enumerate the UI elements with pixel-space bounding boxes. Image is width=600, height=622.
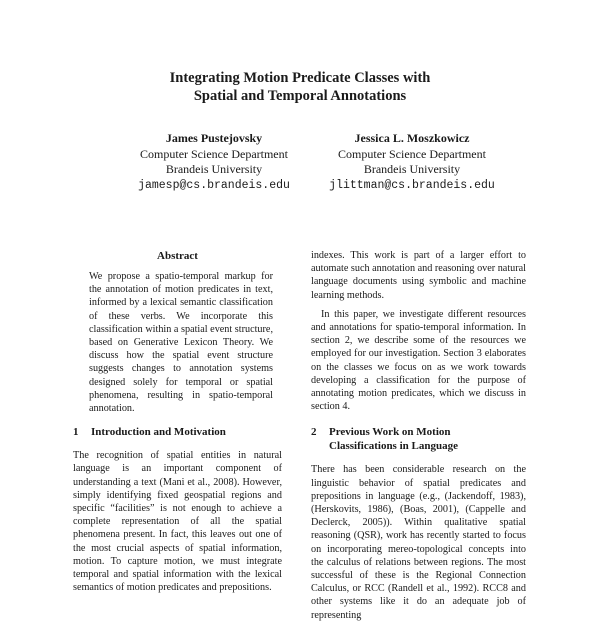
section-number: 1 [73,426,79,439]
paper-title [0,69,600,105]
title-line-2: Spatial and Temporal Annotations [193,88,407,104]
right-column [311,249,526,622]
author-university: Brandeis University [363,162,461,176]
section-2-heading [311,425,526,453]
section-2-text: There has been considerable research on the linguistic behavior of spatial predicates and prepositions in language (e.g., (Jackendoff, 1983), (Herskovits, 1986), (Boas, 2001), (Cappelle and Declerck, 2005)). Within qualitative spatial reasoning (QSR), work has recently started to focus on incorporating mereo-topological concepts into the calculus of relations between regions. The most successful of these is the Regional Connection Calculus, or RCC (Randell et al., 1992). RCC8 and other systems like it do an adequate job of representing [311,464,526,621]
section-title-line-1: Previous Work on Motion [329,426,451,439]
author-university: Brandeis University [165,162,263,176]
author-department: Computer Science Department [338,146,486,161]
author-email: jamesp@cs.brandeis.edu [138,178,290,192]
abstract-heading: Abstract [157,250,198,262]
author-name: Jessica L. Moszkowicz [354,131,470,145]
section-number: 2 [311,426,317,439]
author-block-1 [100,131,328,193]
author-name: James Pustejovsky [165,131,263,145]
author-department: Computer Science Department [140,146,288,161]
right-paragraph-2: In this paper, we investigate different resources and annotations for spatio-temporal information. In section 2, we describe some of the resources we employed for our investigation. Section 3 elaborates on the classes we focus on as we work towards developing a classification for the purpose of annotating motion predicates, which we discuss in section 4. [311,308,526,413]
section-title-line-2: Classifications in Language [329,440,458,453]
right-paragraph-1: indexes. This work is part of a larger effort to automate such annotation and reasoning over natural language documents using symbolic and machine learning methods. [311,250,526,301]
author-email: jlittman@cs.brandeis.edu [329,178,495,192]
abstract-text: We propose a spatio-temporal markup for the annotation of motion predicates in text, informed by a lexical semantic classification of these verbs. We incorporate this classification within a spatial event structure, based on Generative Lexicon Theory. We discuss how the spatial event structure suggests changes to annotation systems designed solely for temporal or spatial phenomena, resulting in spatio-temporal annotation. [89,271,273,415]
section-title: Introduction and Motivation [91,426,226,439]
section-1-text: The recognition of spatial entities in natural language is an important component of understanding a text (Mani et al., 2008). However, simply identifying fixed geospatial regions and specific “facilities” is not enough to achieve a complete representation of all the spatial phenomena present. In fact, this leaves out one of the most crucial aspects of spatial information, motion. To capture motion, we must integrate temporal and spatial information with the lexical semantics of motion predicates and prepositions. [73,450,282,594]
title-line-1: Integrating Motion Predicate Classes with [169,70,431,86]
left-column [73,249,282,594]
author-block-2 [298,131,526,193]
section-1-heading [73,425,282,439]
